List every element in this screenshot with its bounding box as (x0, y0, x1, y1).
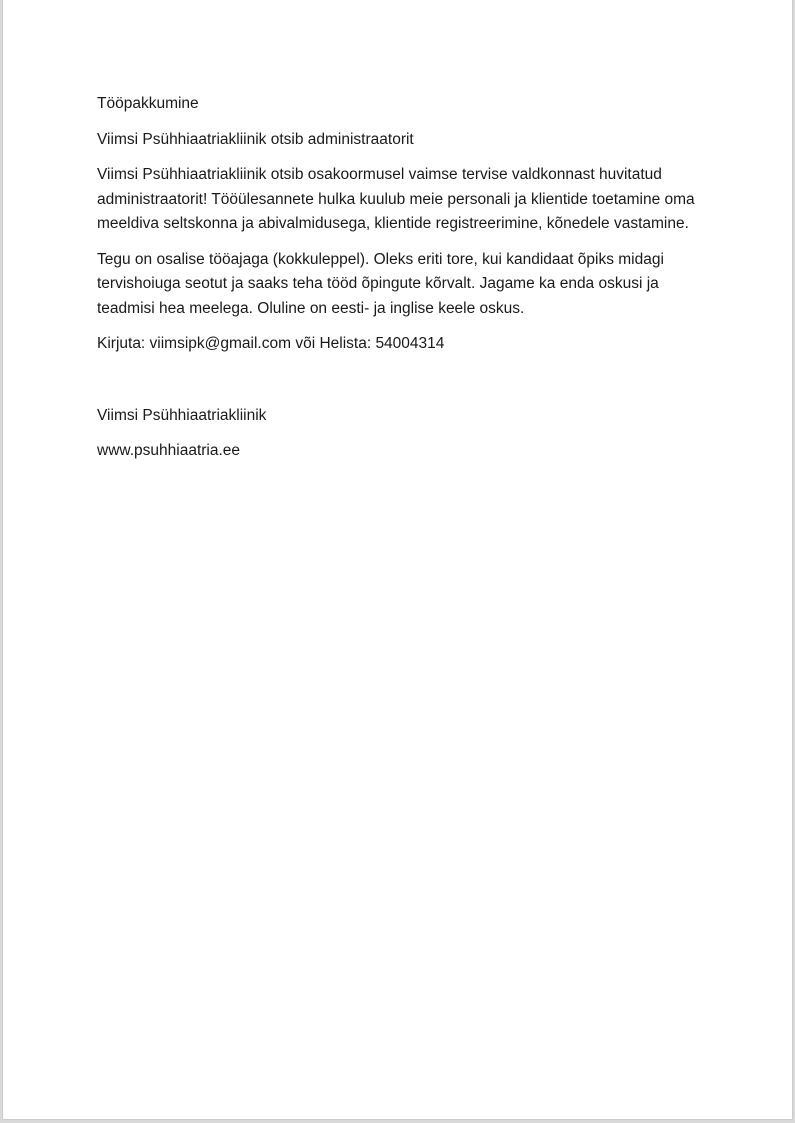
signature-url: www.psuhhiaatria.ee (97, 442, 241, 459)
contact-line: Kirjuta: viimsipk@gmail.com või Helista: 54004314 (97, 335, 445, 352)
job-title: Viimsi Psühhiaatriakliinik otsib administraatorit (97, 130, 414, 148)
description-paragraph: Viimsi Psühhiaatriakliinik otsib osakoormusel vaimse tervise valdkonnast huvitatud administraatorit! Tööülesannete hulka kuulub meie personali ja klientide toetamine oma meeldiva seltskonna ja abivalmidusega, klientide registreerimine, kõnedele vastamine. (97, 166, 695, 232)
details-paragraph: Tegu on osalise tööajaga (kokkuleppel). Oleks eriti tore, kui kandidaat õpiks midagi tervishoiuga seotut ja saaks teha tööd õpingute kõrvalt. Jagame ka enda oskusi ja teadmisi hea meelega. Oluline on eesti- ja inglise keele oskus. (97, 250, 664, 317)
signature-name: Viimsi Psühhiaatriakliinik (97, 406, 267, 424)
spacer (97, 368, 717, 404)
document-heading: Tööpakkumine (97, 95, 199, 112)
document-page (3, 0, 792, 1119)
document-body (97, 92, 717, 475)
